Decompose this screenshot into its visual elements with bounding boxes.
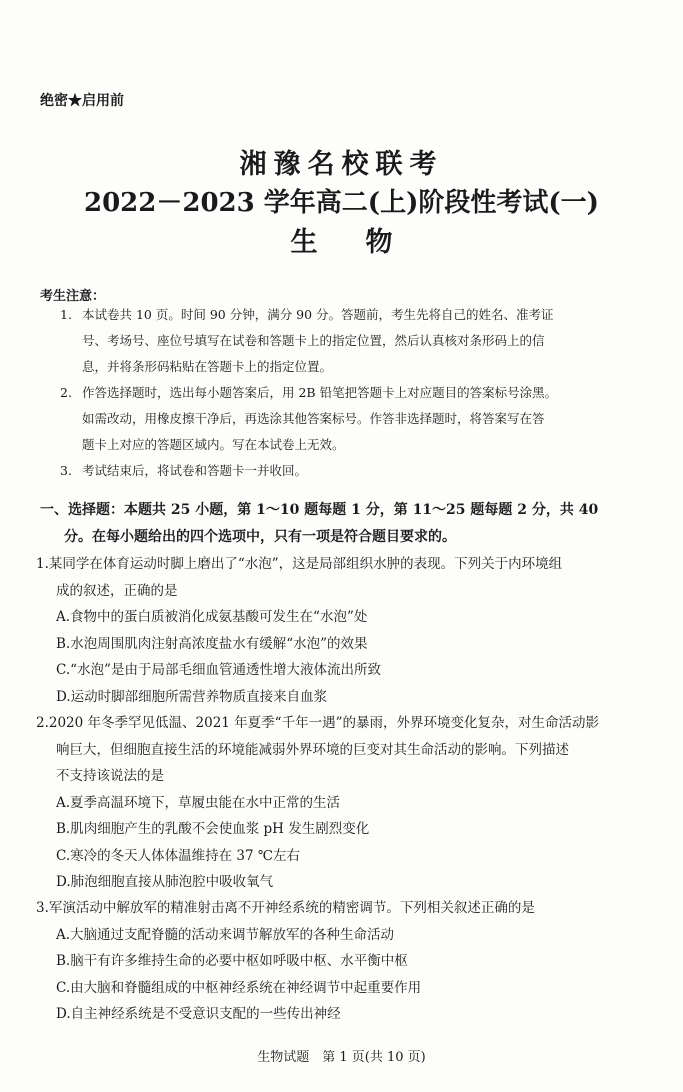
- confidential-mark: 绝密★启用前: [40, 93, 124, 109]
- notice-line: 考试结束后，将试卷和答题卡一并收回。: [82, 463, 308, 478]
- option-b: B.脑干有许多维持生命的必要中枢如呼吸中枢、水平衡中枢: [56, 953, 408, 969]
- subject-char-1: 生: [290, 227, 318, 258]
- question-stem-cont: 不支持该说法的是: [56, 768, 164, 784]
- question-stem: 1.某同学在体育运动时脚上磨出了“水泡”，这是局部组织水肿的表现。下列关于内环境组: [36, 556, 563, 572]
- option-d: D.运动时脚部细胞所需营养物质直接来自血浆: [56, 688, 328, 705]
- question-stem: 2.2020 年冬季罕见低温、2021 年夏季“千年一遇”的暴雨，外界环境变化复杂，对生命活动影: [36, 715, 599, 731]
- section-line-1: 一、选择题：本题共 25 小题，第 1～10 题每题 1 分，第 11～25 题每题 2 分，共 40: [40, 502, 599, 518]
- question-2: [36, 710, 646, 896]
- notice-number: 1.: [60, 307, 72, 322]
- section-line-2: 分。在每小题给出的四个选项中，只有一项是符合题目要求的。: [64, 529, 456, 545]
- notice-item: [60, 380, 640, 458]
- notice-item: [60, 458, 640, 484]
- subject-char-2: 物: [365, 227, 393, 258]
- notice-number: 2.: [60, 385, 72, 400]
- subject-title: [0, 220, 683, 259]
- notice-line: 息，并将条形码粘贴在答题卡上的指定位置。: [82, 359, 333, 374]
- notice-line: 号、考场号、座位号填写在试卷和答题卡上的指定位置，然后认真核对条形码上的信: [82, 333, 545, 348]
- option-d: D.肺泡细胞直接从肺泡腔中吸收氧气: [56, 874, 274, 890]
- question-1: [36, 551, 646, 710]
- option-a: A.夏季高温环境下，草履虫能在水中正常的生活: [56, 794, 341, 811]
- page-footer: 生物试题 第 1 页(共 10 页): [257, 1050, 426, 1065]
- notice-heading: 考生注意：: [40, 289, 106, 304]
- notice-line: 作答选择题时，选出每小题答案后，用 2B 铅笔把答题卡上对应题目的答案标号涂黑。: [82, 385, 558, 400]
- option-b: B.肌肉细胞产生的乳酸不会使血浆 pH 发生剧烈变化: [56, 821, 370, 837]
- question-stem-cont: 成的叙述，正确的是: [56, 582, 178, 599]
- option-c: C.由大脑和脊髓组成的中枢神经系统在神经调节中起重要作用: [56, 979, 422, 996]
- question-stem: 3.军演活动中解放军的精准射击离不开神经系统的精密调节。下列相关叙述正确的是: [36, 900, 535, 916]
- exam-subtitle: 2022－2023 学年高二(上)阶段性考试(一): [84, 188, 599, 218]
- notice-list: [60, 302, 640, 484]
- notice-line: 题卡上对应的答题区域内。写在本试卷上无效。: [82, 437, 345, 452]
- question-stem-cont: 响巨大，但细胞直接生活的环境能减弱外界环境的巨变对其生命活动的影响。下列描述: [56, 741, 569, 758]
- notice-item: [60, 302, 640, 380]
- option-a: A.食物中的蛋白质被消化成氨基酸可发生在“水泡”处: [56, 609, 368, 625]
- option-b: B.水泡周围肌肉注射高浓度盐水有缓解“水泡”的效果: [56, 635, 368, 652]
- notice-line: 如需改动，用橡皮擦干净后，再选涂其他答案标号。作答非选择题时，将答案写在答: [82, 411, 545, 426]
- option-c: C.“水泡”是由于局部毛细血管通透性增大液体流出所致: [56, 662, 381, 678]
- section-heading: [40, 497, 642, 551]
- notice-number: 3.: [60, 463, 72, 478]
- question-3: [36, 895, 646, 1028]
- exam-title: 湘豫名校联考: [239, 149, 444, 180]
- option-a: A.大脑通过支配脊髓的活动来调节解放军的各种生命活动: [56, 926, 395, 943]
- option-c: C.寒冷的冬天人体体温维持在 37 ℃左右: [56, 847, 301, 864]
- option-d: D.自主神经系统是不受意识支配的一些传出神经: [56, 1006, 341, 1022]
- notice-line: 本试卷共 10 页。时间 90 分钟，满分 90 分。答题前，考生先将自己的姓名、准考证: [82, 307, 554, 322]
